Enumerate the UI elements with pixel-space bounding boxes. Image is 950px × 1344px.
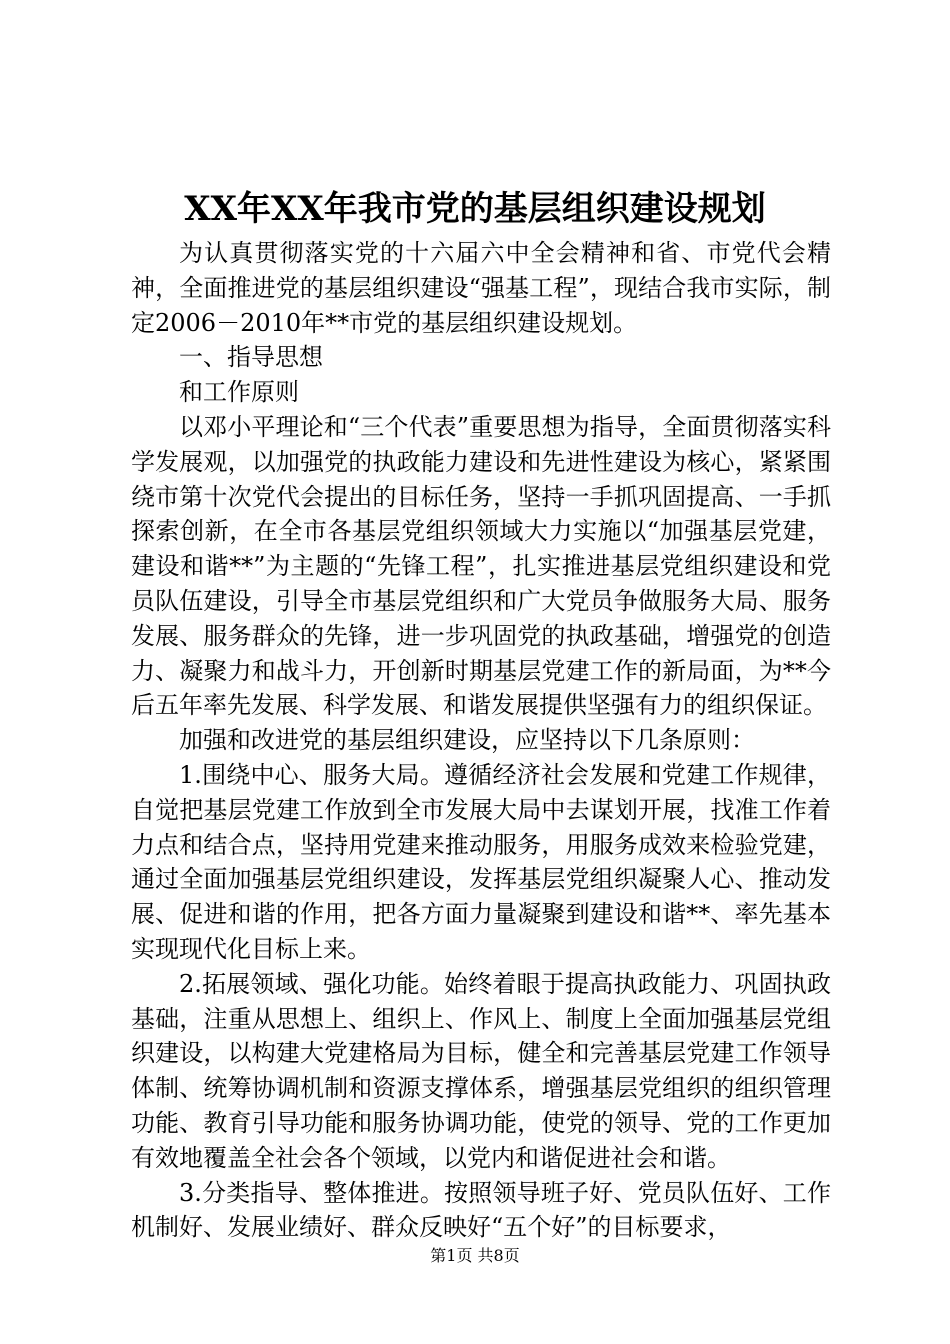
guiding-ideology-paragraph: 以邓小平理论和“三个代表”重要思想为指导，全面贯彻落实科学发展观，以加强党的执政能力建设和先进性建设为核心，紧紧围绕市第十次党代会提出的目标任务，坚持一手抓巩固提高、一手抓探索创新，在全市各基层党组织领域大力实施以“加强基层党建，建设和谐**”为主题的“先锋工程”，扎实推进基层党组织建设和党员队伍建设，引导全市基层党组织和广大党员争做服务大局、服务发展、服务群众的先锋，进一步巩固党的执政基础，增强党的创造力、凝聚力和战斗力，开创新时期基层党建工作的新局面，为**今后五年率先发展、科学发展、和谐发展提供坚强有力的组织保证。 (131, 412, 831, 720)
principle-3-paragraph: 3.分类指导、整体推进。按照领导班子好、党员队伍好、工作机制好、发展业绩好、群众反映好“五个好”的目标要求， (131, 1178, 831, 1242)
intro-paragraph: 为认真贯彻落实党的十六届六中全会精神和省、市党代会精神，全面推进党的基层组织建设“强基工程”，现结合我市实际，制定2006－2010年**市党的基层组织建设规划。 (131, 239, 831, 337)
principles-intro-paragraph: 加强和改进党的基层组织建设，应坚持以下几条原则： (179, 726, 755, 755)
principle-1-paragraph: 1.围绕中心、服务大局。遵循经济社会发展和党建工作规律，自觉把基层党建工作放到全市发展大局中去谋划开展，找准工作着力点和结合点，坚持用党建来推动服务，用服务成效来检验党建，通过全面加强基层党组织建设，发挥基层党组织凝聚人心、推动发展、促进和谐的作用，把各方面力量凝聚到建设和谐**、率先基本实现现代化目标上来。 (131, 760, 831, 963)
document-title: XX年XX年我市党的基层组织建设规划 (184, 189, 766, 229)
principle-2-paragraph: 2.拓展领域、强化功能。始终着眼于提高执政能力、巩固执政基础，注重从思想上、组织上、作风上、制度上全面加强基层党组织建设，以构建大党建格局为目标，健全和完善基层党建工作领导体制、统筹协调机制和资源支撑体系，增强基层党组织的组织管理功能、教育引导功能和服务协调功能，使党的领导、党的工作更加有效地覆盖全社会各个领域，以党内和谐促进社会和谐。 (131, 969, 831, 1172)
section-heading-work-principles: 和工作原则 (179, 378, 299, 407)
page-footer: 第1页 共8页 (430, 1246, 520, 1265)
section-heading-guiding-ideology: 一、指导思想 (179, 343, 323, 372)
document-body (131, 236, 831, 1245)
